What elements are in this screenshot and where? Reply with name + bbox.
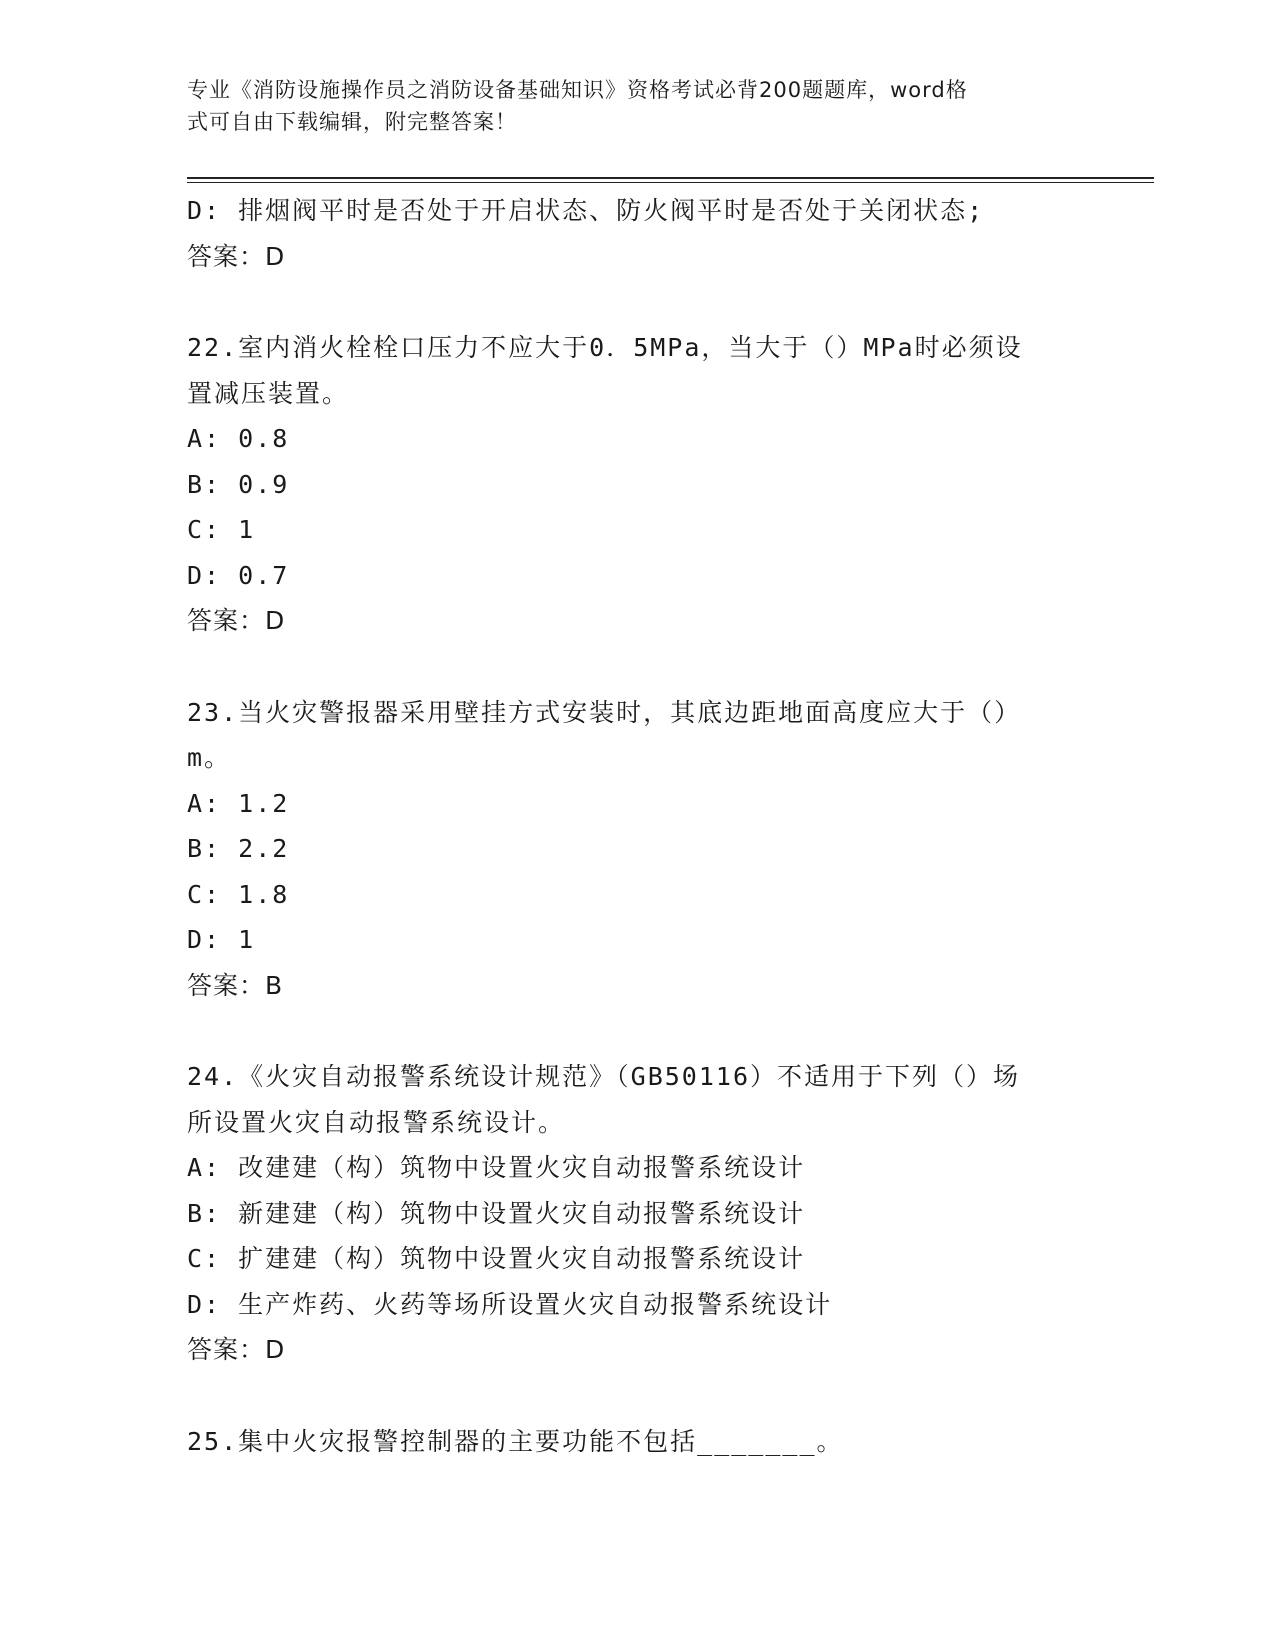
- spacer: [187, 1008, 1087, 1054]
- answer: 答案：D: [187, 241, 286, 271]
- question-25: [187, 1419, 1087, 1465]
- question-stem-line-1: 24.《火灾自动报警系统设计规范》（GB50116）不适用于下列（）场: [187, 1062, 1021, 1091]
- question-24: [187, 1054, 1087, 1373]
- spacer: [187, 279, 1087, 325]
- option-b: B: 2.2: [187, 834, 290, 863]
- option-d: D: 排烟阀平时是否处于开启状态、防火阀平时是否处于关闭状态;: [187, 196, 985, 225]
- document-header: [187, 74, 1067, 138]
- option-b: B: 新建建（构）筑物中设置火灾自动报警系统设计: [187, 1198, 806, 1228]
- option-c: C: 扩建建（构）筑物中设置火灾自动报警系统设计: [187, 1244, 806, 1273]
- option-a: A: 改建建（构）筑物中设置火灾自动报警系统设计: [187, 1153, 806, 1182]
- option-a: A: 1.2: [187, 788, 290, 818]
- header-title-line-2: 式可自由下载编辑，附完整答案！: [187, 110, 517, 134]
- header-title-line-1: 专业《消防设施操作员之消防设备基础知识》资格考试必背200题题库，word格: [187, 78, 968, 102]
- question-stem-line-1: 23.当火灾警报器采用壁挂方式安装时，其底边距地面高度应大于（）: [187, 697, 1022, 727]
- question-stem-line-2: 置减压装置。: [187, 378, 350, 408]
- option-d: D: 0.7: [187, 560, 290, 590]
- question-21-tail: [187, 188, 1087, 279]
- header-divider-thin: [187, 182, 1154, 183]
- answer: 答案：D: [187, 606, 286, 635]
- question-stem-line-1: 25.集中火灾报警控制器的主要功能不包括_______。: [187, 1426, 844, 1456]
- question-stem-line-2: m。: [187, 743, 232, 772]
- answer: 答案：B: [187, 970, 284, 1000]
- question-stem-line-1: 22.室内消火栓栓口压力不应大于0．5MPa，当大于（）MPa时必须设: [187, 333, 1023, 362]
- question-stem-line-2: 所设置火灾自动报警系统设计。: [187, 1107, 566, 1137]
- option-b: B: 0.9: [187, 469, 290, 499]
- question-list: [187, 188, 1087, 1464]
- spacer: [187, 1373, 1087, 1419]
- option-c: C: 1.8: [187, 879, 290, 909]
- spacer: [187, 644, 1087, 690]
- header-divider-thick: [187, 177, 1154, 179]
- option-d: D: 1: [187, 925, 256, 954]
- answer: 答案：D: [187, 1335, 286, 1364]
- question-22: [187, 325, 1087, 644]
- option-d: D: 生产炸药、火药等场所设置火灾自动报警系统设计: [187, 1289, 833, 1319]
- option-a: A: 0.8: [187, 424, 290, 453]
- option-c: C: 1: [187, 515, 256, 544]
- question-23: [187, 690, 1087, 1009]
